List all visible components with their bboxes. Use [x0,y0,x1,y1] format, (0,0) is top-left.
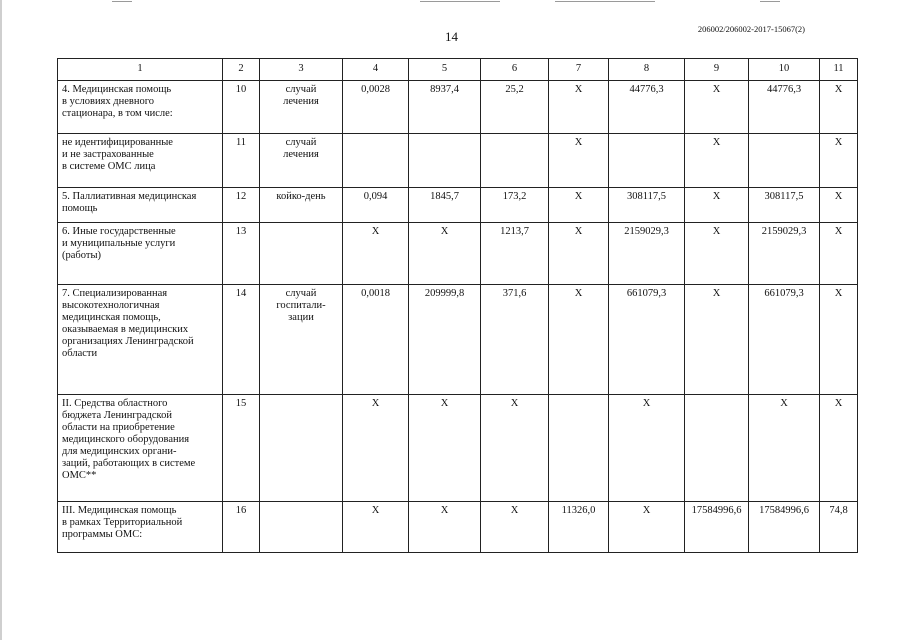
value-cell: 661079,3 [609,285,685,395]
value-cell: 2159029,3 [749,223,820,285]
value-cell [609,134,685,188]
row-number: 10 [223,81,260,134]
value-cell: X [481,395,549,502]
value-cell: 25,2 [481,81,549,134]
table-row [58,81,858,134]
value-cell [685,395,749,502]
value-cell: 308117,5 [609,188,685,223]
unit-cell [260,502,343,553]
header-cell: 3 [260,59,343,81]
value-cell: X [685,223,749,285]
value-cell: 0,094 [343,188,409,223]
value-cell: 1213,7 [481,223,549,285]
value-cell: 2159029,3 [609,223,685,285]
row-description: 6. Иные государственные и муниципальные услуги (работы) [58,223,223,285]
scan-edge-top [0,0,905,4]
value-cell: 8937,4 [409,81,481,134]
value-cell: 0,0018 [343,285,409,395]
row-number: 11 [223,134,260,188]
value-cell: X [343,395,409,502]
row-description: 7. Специализированная высокотехнологичная медицинская помощь, оказываемая в медицинских организациях Ленинградской области [58,285,223,395]
header-cell: 1 [58,59,223,81]
scan-mark [555,1,655,2]
table-row [58,188,858,223]
row-number: 13 [223,223,260,285]
table-row [58,502,858,553]
row-description: 4. Медицинская помощь в условиях дневного стационара, в том числе: [58,81,223,134]
value-cell: X [820,223,858,285]
row-number: 16 [223,502,260,553]
value-cell: X [481,502,549,553]
header-cell: 9 [685,59,749,81]
value-cell [409,134,481,188]
unit-cell: случай лечения [260,134,343,188]
scan-edge-left [0,0,2,640]
value-cell: 173,2 [481,188,549,223]
header-cell: 5 [409,59,481,81]
header-cell: 10 [749,59,820,81]
value-cell: X [749,395,820,502]
value-cell [343,134,409,188]
value-cell: 661079,3 [749,285,820,395]
row-number: 14 [223,285,260,395]
value-cell: 371,6 [481,285,549,395]
value-cell [749,134,820,188]
scan-mark [420,1,500,2]
page-number: 14 [445,29,458,44]
header-cell: 7 [549,59,609,81]
value-cell: X [343,502,409,553]
table-row [58,285,858,395]
unit-cell: койко-день [260,188,343,223]
document-code: 206002/206002-2017-15067(2) [697,24,805,34]
value-cell: X [820,188,858,223]
value-cell: X [409,395,481,502]
value-cell: 11326,0 [549,502,609,553]
row-description: 5. Паллиативная медицинская помощь [58,188,223,223]
table-row [58,395,858,502]
value-cell: X [685,188,749,223]
value-cell: X [409,502,481,553]
data-table [57,58,858,553]
value-cell: 17584996,6 [749,502,820,553]
value-cell: X [549,223,609,285]
header-cell: 2 [223,59,260,81]
value-cell: X [820,395,858,502]
scan-mark [112,1,132,2]
value-cell: 0,0028 [343,81,409,134]
value-cell: 17584996,6 [685,502,749,553]
table-row [58,134,858,188]
unit-cell: случай лечения [260,81,343,134]
value-cell: X [685,285,749,395]
row-description: II. Средства областного бюджета Ленинградской области на приобретение медицинского оборудования для медицинских органи- заций, работающих в системе ОМС** [58,395,223,502]
header-row [58,59,858,81]
value-cell: X [820,81,858,134]
header-cell: 6 [481,59,549,81]
row-number: 12 [223,188,260,223]
row-description: III. Медицинская помощь в рамках Территориальной программы ОМС: [58,502,223,553]
table-row [58,223,858,285]
value-cell: X [549,81,609,134]
value-cell: 74,8 [820,502,858,553]
value-cell: 44776,3 [609,81,685,134]
row-number: 15 [223,395,260,502]
scan-mark [760,1,780,2]
unit-cell [260,223,343,285]
value-cell: 209999,8 [409,285,481,395]
value-cell: X [685,134,749,188]
row-description: не идентифицированные и не застрахованные в системе ОМС лица [58,134,223,188]
header-cell: 8 [609,59,685,81]
value-cell: X [820,134,858,188]
value-cell: X [609,395,685,502]
unit-cell: случай госпитали- зации [260,285,343,395]
value-cell: 44776,3 [749,81,820,134]
value-cell [481,134,549,188]
value-cell: X [549,188,609,223]
header-cell: 4 [343,59,409,81]
value-cell: X [549,285,609,395]
value-cell: X [820,285,858,395]
unit-cell [260,395,343,502]
value-cell: X [409,223,481,285]
value-cell: X [343,223,409,285]
value-cell: X [609,502,685,553]
value-cell: X [549,134,609,188]
value-cell [549,395,609,502]
value-cell: 308117,5 [749,188,820,223]
value-cell: X [685,81,749,134]
header-cell: 11 [820,59,858,81]
value-cell: 1845,7 [409,188,481,223]
